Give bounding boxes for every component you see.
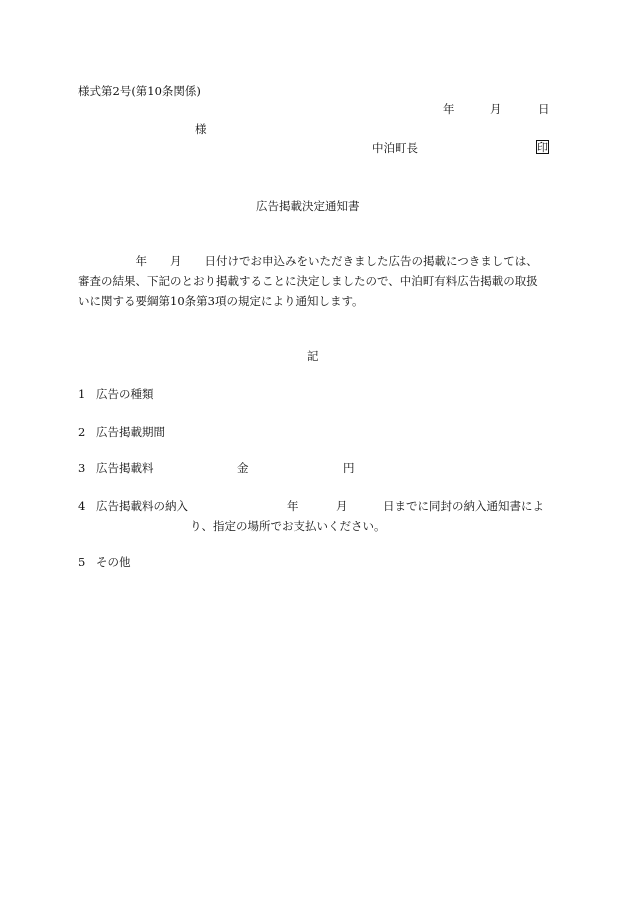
body-line-1: 年 月 日付けでお申込みをいただきました広告の掲載につきましては、 xyxy=(78,254,538,268)
fee-kin-label: 金 xyxy=(237,461,249,475)
item-label-fee-payment: 広告掲載料の納入 xyxy=(96,499,188,513)
payment-instruction-line-2: り、指定の場所でお支払いください。 xyxy=(190,519,386,533)
body-line-3: いに関する要綱第10条第3項の規定により通知します。 xyxy=(78,294,364,308)
form-number: 様式第2号(第10条関係) xyxy=(78,84,201,98)
item-number: 2 xyxy=(78,425,86,439)
date-month-label: 月 xyxy=(490,102,502,116)
document-title: 広告掲載決定通知書 xyxy=(256,199,360,213)
issuer-name: 中泊町長 xyxy=(372,141,418,155)
item-label-ad-type: 広告の種類 xyxy=(96,387,154,401)
item-number: 5 xyxy=(78,555,86,569)
item-number: 1 xyxy=(78,387,86,401)
payment-instruction: 日までに同封の納入通知書によ xyxy=(383,499,544,513)
seal-mark: 印 xyxy=(537,141,548,154)
ki-heading: 記 xyxy=(307,349,319,363)
item-number: 4 xyxy=(78,499,86,513)
item-label-ad-fee: 広告掲載料 xyxy=(96,461,154,475)
date-year-label: 年 xyxy=(443,102,455,116)
addressee-suffix: 様 xyxy=(195,122,207,136)
item-number: 3 xyxy=(78,461,86,475)
date-day-label: 日 xyxy=(538,102,550,116)
fee-yen-label: 円 xyxy=(343,461,355,475)
payment-month-label: 月 xyxy=(336,499,348,513)
item-label-other: その他 xyxy=(96,555,131,569)
item-label-ad-period: 広告掲載期間 xyxy=(96,425,165,439)
body-line-2: 審査の結果、下記のとおり掲載することに決定しましたので、中泊町有料広告掲載の取扱 xyxy=(78,274,538,288)
payment-year-label: 年 xyxy=(287,499,299,513)
